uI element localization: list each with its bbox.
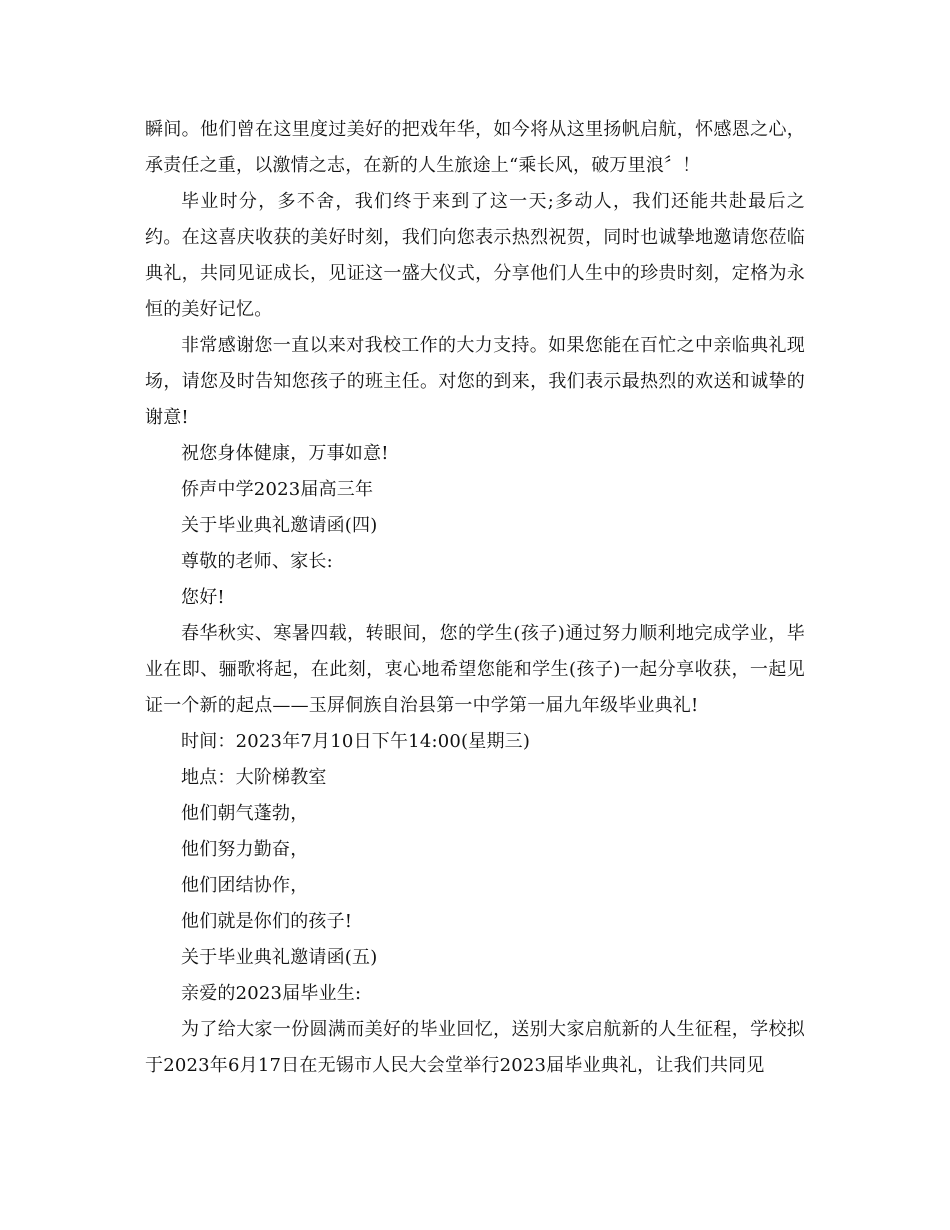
event-time: 时间：2023年7月10日下午14:00(星期三) bbox=[181, 731, 531, 752]
section-heading-five: 关于毕业典礼邀请函(五) bbox=[181, 947, 378, 968]
poem-line-3: 他们团结协作， bbox=[181, 875, 309, 896]
poem-line-2: 他们努力勤奋， bbox=[181, 839, 309, 860]
event-location: 地点：大阶梯教室 bbox=[181, 767, 327, 788]
paragraph-ceremony: 为了给大家一份圆满而美好的毕业回忆，送别大家启航新的人生征程，学校拟于2023年6月17日在无锡市人民大会堂举行2023届毕业典礼，让我们共同见 bbox=[145, 1019, 805, 1076]
poem-line-4: 他们就是你们的孩子! bbox=[181, 911, 353, 932]
paragraph-thanks: 非常感谢您一直以来对我校工作的大力支持。如果您能在百忙之中亲临典礼现场，请您及时告知您孩子的班主任。对您的到来，我们表示最热烈的欢送和诚挚的谢意! bbox=[145, 335, 805, 428]
poem-line-1: 他们朝气蓬勃， bbox=[181, 803, 309, 824]
greeting-hello: 您好! bbox=[181, 587, 225, 608]
paragraph-blessing: 祝您身体健康，万事如意! bbox=[181, 443, 389, 464]
paragraph-invitation: 春华秋实、寒暑四载，转眼间，您的学生(孩子)通过努力顺利地完成学业，毕业在即、骊歌将起，在此刻，衷心地希望您能和学生(孩子)一起分享收获，一起见证一个新的起点——玉屏侗族自治县第一中学第一届九年级毕业典礼! bbox=[145, 623, 805, 716]
document-body bbox=[145, 112, 805, 1084]
greeting-salutation: 尊敬的老师、家长: bbox=[181, 551, 333, 572]
paragraph-signature: 侨声中学2023届高三年 bbox=[181, 479, 374, 500]
section-heading-four: 关于毕业典礼邀请函(四) bbox=[181, 515, 378, 536]
paragraph-continuation: 瞬间。他们曾在这里度过美好的把戏年华，如今将从这里扬帆启航，怀感恩之心，承责任之重，以激情之志，在新的人生旅途上“乘长风，破万里浪〞！ bbox=[145, 119, 805, 176]
greeting-graduates: 亲爱的2023届毕业生: bbox=[181, 983, 362, 1004]
paragraph-graduation-moment: 毕业时分，多不舍，我们终于来到了这一天;多动人，我们还能共赴最后之约。在这喜庆收获的美好时刻，我们向您表示热烈祝贺，同时也诚挚地邀请您莅临典礼，共同见证成长，见证这一盛大仪式，分享他们人生中的珍贵时刻，定格为永恒的美好记忆。 bbox=[145, 191, 805, 320]
